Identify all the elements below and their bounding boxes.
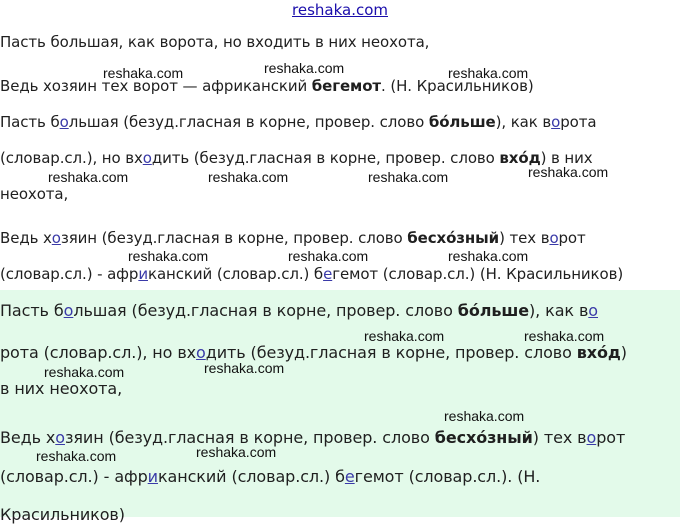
analysis-line-2 (0, 149, 593, 167)
poem-line-1: Пасть большая, как ворота, но входить в них неохота, (0, 33, 430, 51)
check-word: вхóд (576, 343, 621, 362)
text: ) в них (540, 149, 593, 167)
highlighted-vowel: о (142, 149, 152, 167)
poem-line-2-author: . (Н. Красильников) (381, 77, 534, 95)
check-word: бóльше (428, 113, 496, 131)
analysis-line-1 (0, 113, 596, 131)
highlighted-vowel: и (138, 265, 148, 283)
text: рота (560, 113, 597, 131)
answer-line-3: в них неохота, (0, 379, 123, 398)
text: дить (безуд.гласная в корне, провер. слово (151, 149, 500, 167)
watermark: reshaka.com (204, 360, 285, 376)
highlighted-vowel: е (344, 467, 355, 486)
text: гемот (словар.сл.). (Н. (354, 467, 541, 486)
text: (словар.сл.) - афр (0, 265, 139, 283)
text: гемот (словар.сл.) (Н. Красильников) (332, 265, 624, 283)
text: Пасть б (0, 113, 60, 131)
answer-line-5 (0, 467, 540, 486)
highlighted-vowel: о (59, 113, 69, 131)
text: канский (словар.сл.) б (157, 467, 345, 486)
text: Ведь х (0, 428, 56, 447)
text: рот (596, 428, 626, 447)
check-word: вхóд (499, 149, 541, 167)
text: канский (словар.сл.) б (147, 265, 324, 283)
text: (словар.сл.), но вх (0, 149, 143, 167)
text: рота (словар.сл.), но вх (0, 343, 197, 362)
watermark: reshaka.com (44, 364, 125, 380)
watermark: reshaka.com (196, 444, 277, 460)
highlighted-vowel: о (588, 301, 598, 320)
highlighted-vowel: о (196, 343, 206, 362)
text: Ведь х (0, 229, 52, 247)
text: рот (558, 229, 586, 247)
text: (словар.сл.) - афр (0, 467, 148, 486)
text: зяин (безуд.гласная в корне, провер. слово (64, 428, 435, 447)
highlighted-vowel: и (147, 467, 158, 486)
analysis-line-3: неохота, (0, 185, 69, 203)
watermark: reshaka.com (103, 65, 184, 81)
check-word: бесхóзный (434, 428, 533, 447)
watermark: reshaka.com (128, 248, 209, 264)
site-link[interactable]: reshaka.com (292, 1, 388, 19)
watermark: reshaka.com (528, 164, 609, 180)
check-word: бóльше (457, 301, 530, 320)
watermark: reshaka.com (524, 328, 605, 344)
watermark: reshaka.com (444, 408, 525, 424)
analysis-line-5 (0, 265, 623, 283)
watermark: reshaka.com (448, 248, 529, 264)
highlighted-vowel: о (63, 301, 74, 320)
watermark: reshaka.com (208, 169, 289, 185)
check-word: бесхóзный (407, 229, 500, 247)
poem-bold-word: бегемот (311, 77, 382, 95)
answer-line-4 (0, 428, 625, 447)
text: льшая (безуд.гласная в корне, провер. слово (73, 301, 458, 320)
poem-line-2-text: Ведь хозяин тех ворот — африканский (0, 77, 312, 95)
text: льшая (безуд.гласная в корне, провер. слово (68, 113, 429, 131)
text: ) тех в (532, 428, 587, 447)
watermark: reshaka.com (264, 60, 345, 76)
highlighted-vowel: о (551, 113, 561, 131)
watermark: reshaka.com (368, 169, 449, 185)
highlighted-vowel: о (586, 428, 597, 447)
watermark: reshaka.com (448, 65, 529, 81)
watermark: reshaka.com (36, 448, 117, 464)
text: Пасть б (0, 301, 64, 320)
watermark: reshaka.com (48, 169, 129, 185)
text: ), как в (495, 113, 552, 131)
answer-line-2 (0, 343, 627, 362)
analysis-line-4 (0, 229, 586, 247)
answer-line-6: Красильников) (0, 505, 125, 524)
highlighted-vowel: о (51, 229, 61, 247)
highlighted-vowel: о (549, 229, 559, 247)
text: дить (безуд.гласная в корне, провер. слово (205, 343, 577, 362)
text: ) (620, 343, 627, 362)
highlighted-vowel: е (323, 265, 333, 283)
watermark: reshaka.com (288, 248, 369, 264)
text: зяин (безуд.гласная в корне, провер. слово (60, 229, 408, 247)
answer-line-1 (0, 301, 598, 320)
text: ) тех в (499, 229, 550, 247)
highlighted-vowel: о (55, 428, 65, 447)
watermark: reshaka.com (364, 328, 445, 344)
text: ), как в (529, 301, 589, 320)
